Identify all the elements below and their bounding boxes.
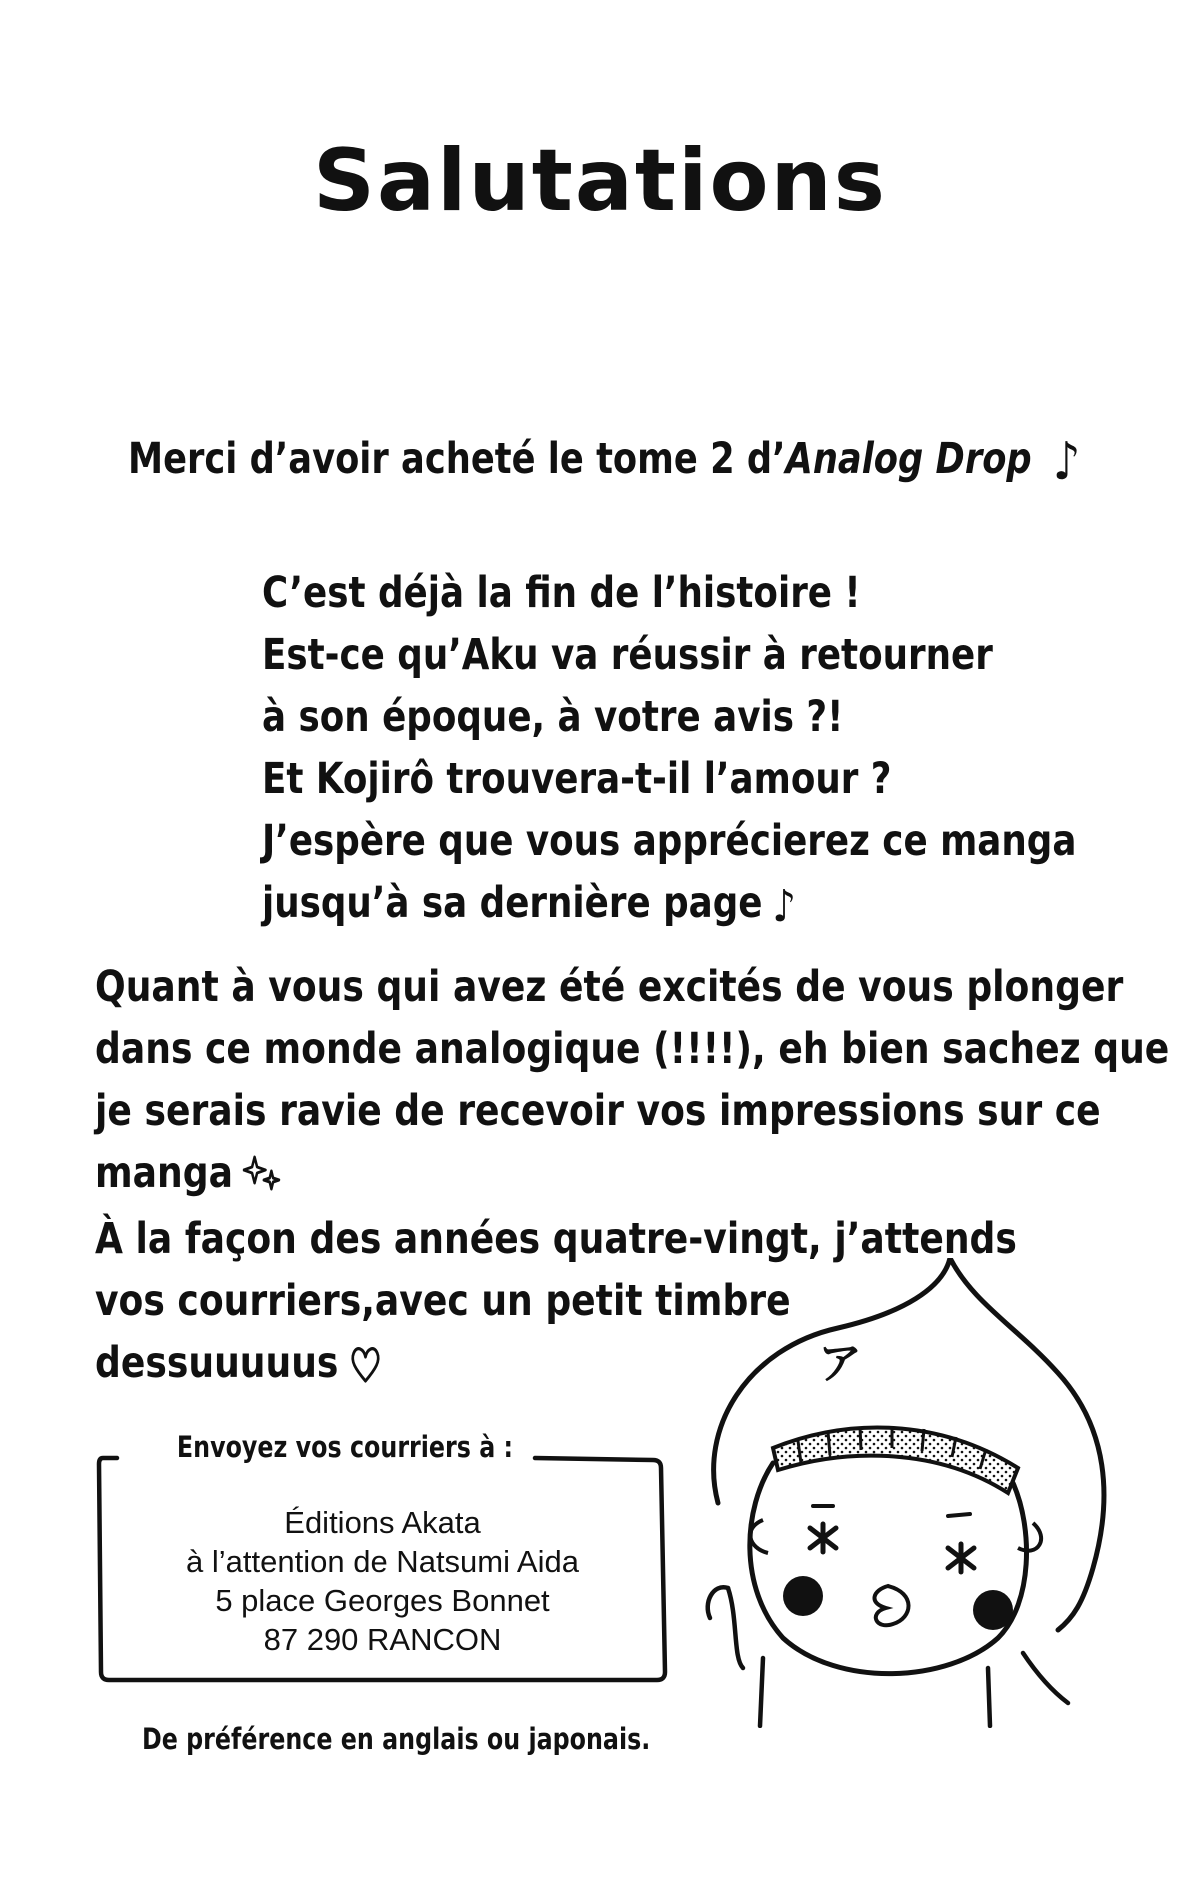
text-line: Quant à vous qui avez été excités de vous plonger — [95, 962, 1124, 1012]
address-line: à l’attention de Natsumi Aida — [186, 1544, 579, 1579]
hood-letter: ア — [818, 1338, 862, 1389]
address-block — [95, 1503, 670, 1659]
text-line: dessuuuuus — [95, 1338, 339, 1388]
book-title: Analog Drop — [785, 434, 1032, 484]
text-line: J’espère que vous apprécierez ce manga — [262, 816, 1077, 866]
paragraph-story — [262, 562, 1076, 938]
text-line: dans ce monde analogique (!!!!), eh bien sachez que — [95, 1024, 1170, 1074]
text-line: Est-ce qu’Aku va réussir à retourner — [262, 630, 993, 680]
address-line: 87 290 RANCON — [263, 1622, 502, 1657]
sparkle-icon — [243, 1146, 283, 1208]
address-line: Éditions Akata — [284, 1505, 481, 1540]
music-note-icon: ♪ — [772, 881, 796, 932]
text-line: jusqu’à sa dernière page — [262, 878, 763, 928]
page-title: Salutations — [313, 131, 887, 231]
address-line: 5 place Georges Bonnet — [215, 1583, 550, 1618]
text-line: je serais ravie de recevoir vos impressions sur ce — [95, 1086, 1101, 1136]
text-line: manga — [95, 1148, 233, 1198]
text-line: À la façon des années quatre-vingt, j’attends — [95, 1214, 1017, 1264]
mascot-drawing — [688, 1258, 1128, 1728]
address-heading: Envoyez vos courriers à : — [172, 1430, 518, 1464]
intro-line — [128, 428, 1080, 493]
text-line: vos courriers,avec un petit timbre — [95, 1276, 791, 1326]
text-line: Et Kojirô trouvera-t-il l’amour ? — [262, 754, 892, 804]
text-line-last — [262, 872, 1076, 938]
text-line: C’est déjà la fin de l’histoire ! — [262, 568, 861, 618]
heart-icon — [349, 1336, 383, 1398]
footnote: De préférence en anglais ou japonais. — [142, 1722, 651, 1756]
music-note-icon: ♪ — [1052, 432, 1081, 492]
intro-text: Merci d’avoir acheté le tome 2 d’ — [128, 434, 786, 484]
text-line: à son époque, à votre avis ?! — [262, 692, 844, 742]
text-line-with-icon — [95, 1142, 1169, 1208]
